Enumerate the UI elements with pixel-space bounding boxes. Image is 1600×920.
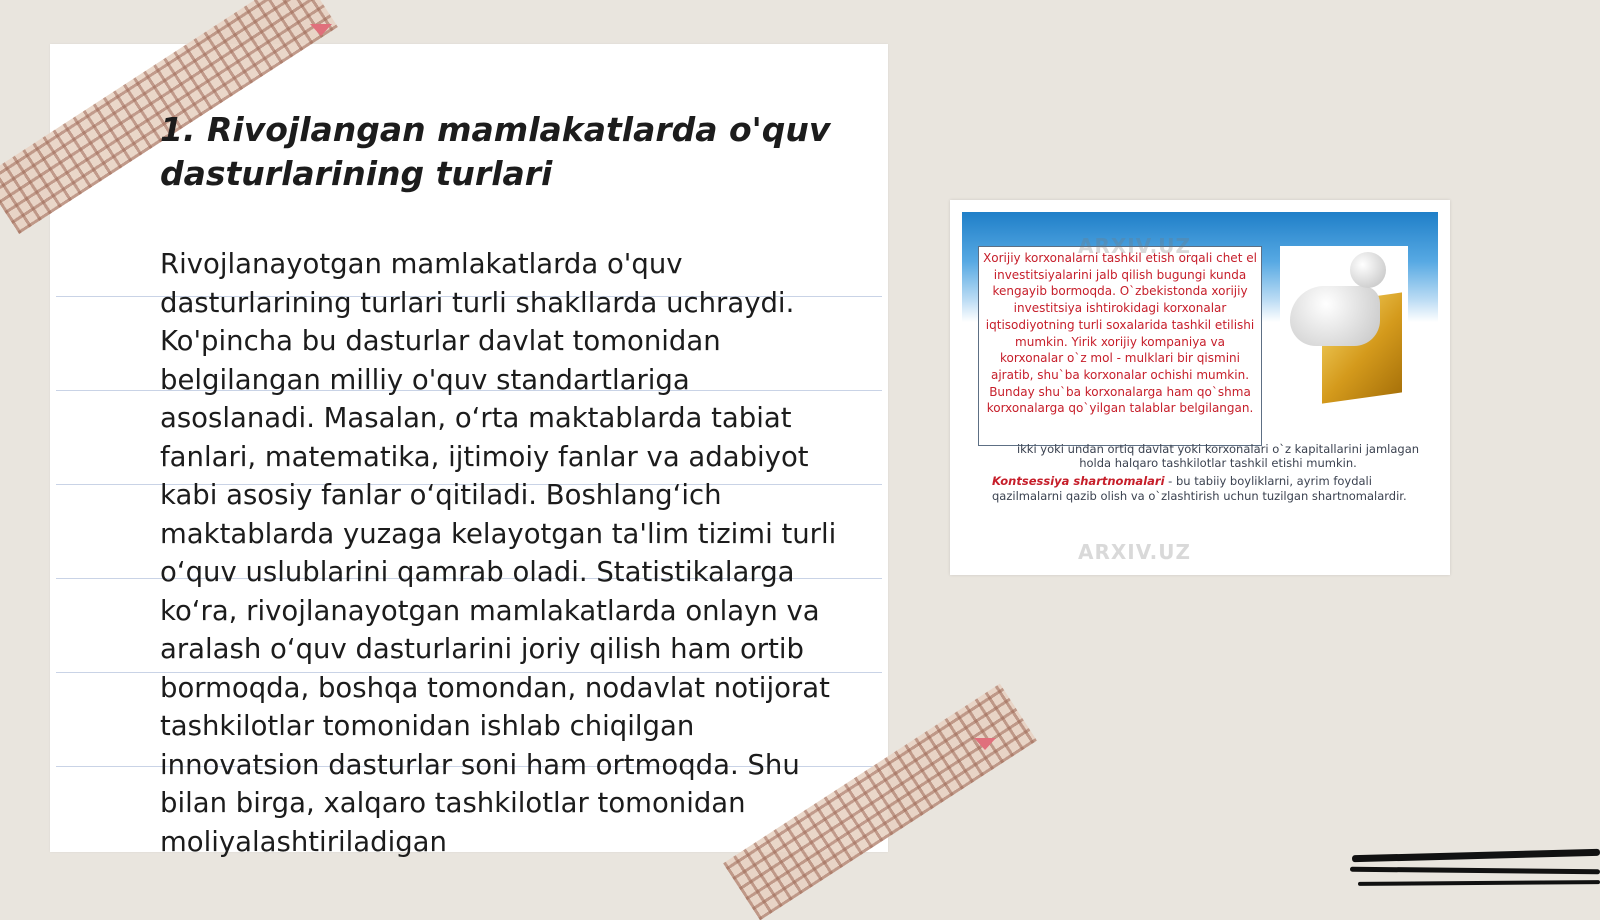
brush-stroke-decoration <box>1358 880 1600 886</box>
pin-top <box>310 24 332 36</box>
figure-line-2: holda halqaro tashkilotlar tashkil etishi mumkin. <box>1079 456 1357 470</box>
slide-body-text: Rivojlanayotgan mamlakatlarda o'quv dasturlarining turlari turli shakllarda uchraydi. Ko'pincha bu dasturlar davlat tomonidan belgilangan milliy o'quv standartlariga asoslanadi. Masalan, o‘rta maktablarda tabiat fanlari, matematika, ijtimoiy fanlar va adabiyot kabi asosiy fanlar o‘qitiladi. Boshlang‘ich maktablarda yuzaga kelayotgan ta'lim tizimi turli o‘quv uslublarini qamrab oladi. Statistikalarga ko‘ra, rivojlanayotgan mamlakatlarda onlayn va aralash o‘quv dasturlarini joriy qilish ham ortib bormoqda, boshqa tomondan, nodavlat notijorat tashkilotlar tomonidan ishlab chiqilgan innovatsion dasturlar soni ham ortmoqda. Shu bilan birga, xalqaro tashkilotlar tomonidan moliyalashtiriladigan <box>160 248 837 858</box>
figure-line-4: qazilmalarni qazib olish va o`zlashtirish uchun tuzilgan shartnomalardir. <box>992 489 1407 503</box>
embedded-slide-image <box>950 200 1450 575</box>
figure-head-shape <box>1350 252 1386 288</box>
concession-definition: - bu tabiiy boyliklarni, ayrim foydali <box>1164 474 1372 488</box>
gold-bars-figure-image <box>1280 246 1408 406</box>
brush-stroke-decoration <box>1352 849 1600 862</box>
watermark-top: ARXIV.UZ <box>1078 234 1191 258</box>
pin-bottom <box>974 738 996 750</box>
watermark-bottom: ARXIV.UZ <box>1078 540 1191 564</box>
figure-line-1: ikki yoki undan ortiq davlat yoki korxonalari o`z kapitallarini jamlagan <box>1016 442 1420 456</box>
figure-line-3 <box>992 474 1444 489</box>
concession-term: Kontsessiya shartnomalari <box>992 474 1165 488</box>
figure-body-shape <box>1290 286 1380 346</box>
brush-stroke-decoration <box>1350 867 1600 875</box>
investment-text-box: Xorijiy korxonalarni tashkil etish orqali chet el investitsiyalarini jalb qilish bugungi kunda kengayib bormoqda. O`zbekistonda xorijiy investitsiya ishtirokidagi korxonalar iqtisodiyotning turli soxalarida tashkil etilishi mumkin. Yirik xorijiy kompaniya va korxonalar o`z mol - mulklari bir qismini ajratib, shu`ba korxonalar ochishi mumkin. Bunday shu`ba korxonalarga ham qo`shma korxonalarga qo`yilgan talablar belgilangan. <box>978 246 1262 446</box>
slide-heading: 1. Rivojlangan mamlakatlarda o'quv dasturlarining turlari <box>160 110 831 193</box>
